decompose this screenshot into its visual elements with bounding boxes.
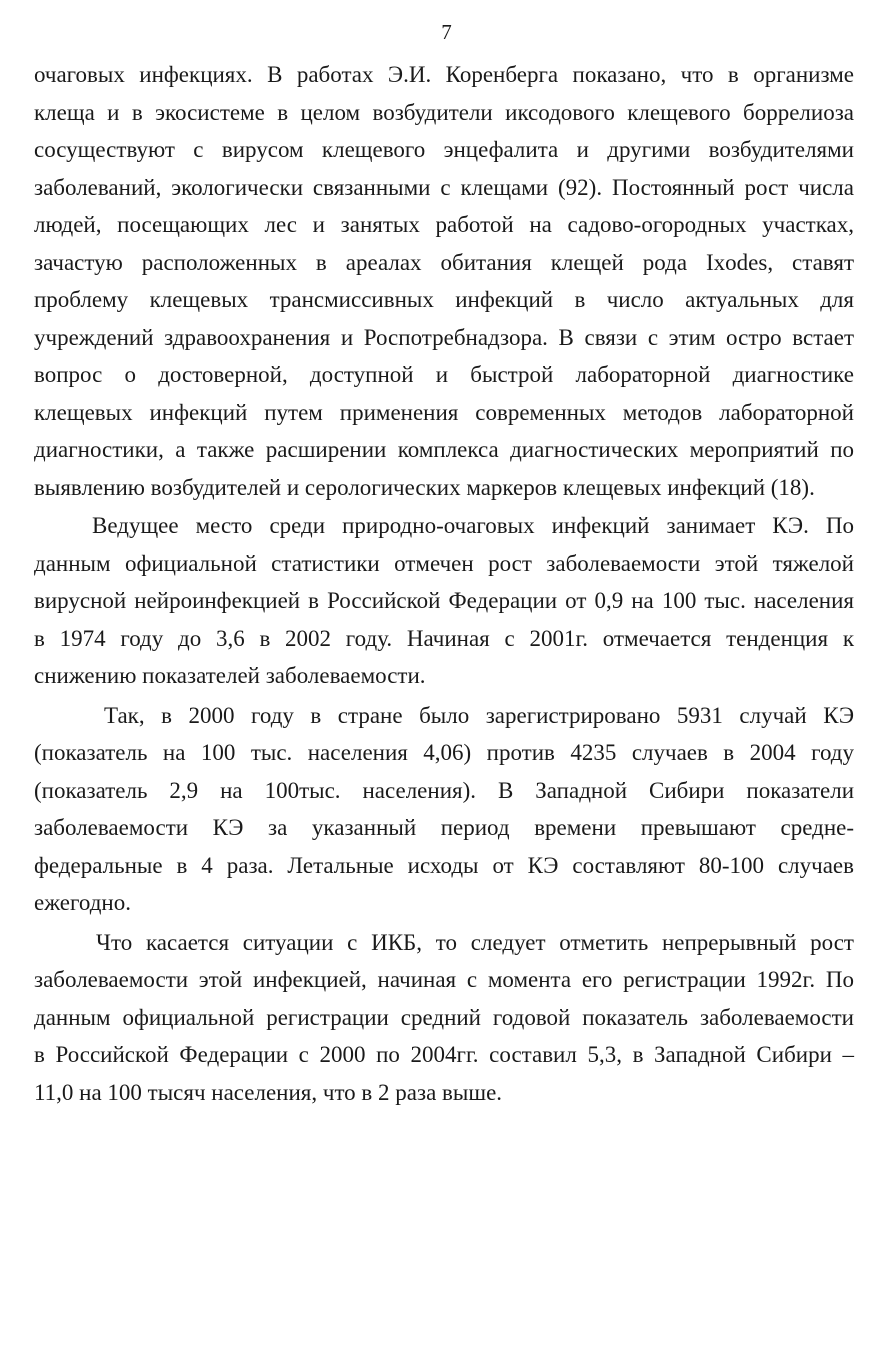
text-line: в Российской Федерации с 2000 по 2004гг. составил 5,3, в Западной Сибири – [34, 1042, 854, 1067]
text-line: проблему клещевых трансмиссивных инфекций в число актуальных для [34, 287, 854, 312]
text-line: заболеваний, экологически связанными с клещами (92). Постоянный рост числа [34, 174, 854, 200]
text-line: Ведущее место среди природно-очаговых инфекций занимает КЭ. По [92, 513, 854, 538]
text-line: очаговых инфекциях. В работах Э.И. Коренберга показано, что в организме [34, 62, 854, 87]
text-line: заболеваемости КЭ за указанный период времени превышают средне- [34, 815, 854, 840]
paragraph-4 [34, 924, 854, 1112]
text-line: Так, в 2000 году в стране было зарегистрировано 5931 случай КЭ [104, 702, 854, 728]
text-line: федеральные в 4 раза. Летальные исходы от КЭ составляют 80-100 случаев [34, 852, 854, 878]
text-line: (показатель 2,9 на 100тыс. населения). В Западной Сибири показатели [34, 777, 854, 803]
paragraph-2 [34, 507, 854, 695]
paragraph-1 [34, 56, 854, 506]
body-text [34, 56, 854, 1111]
text-line: зачастую расположенных в ареалах обитания клещей рода Ixodes, ставят [34, 249, 854, 275]
text-line: вирусной нейроинфекцией в Российской Федерации от 0,9 на 100 тыс. населения [34, 588, 854, 613]
text-line: данным официальной статистики отмечен рост заболеваемости этой тяжелой [34, 550, 854, 576]
paragraph-3 [34, 697, 854, 922]
text-line: клещевых инфекций путем применения современных методов лабораторной [34, 399, 854, 425]
page-number: 7 [441, 20, 452, 44]
text-line: данным официальной регистрации средний годовой показатель заболеваемости [34, 1004, 854, 1030]
text-line: 11,0 на 100 тысяч населения, что в 2 раза выше. [34, 1079, 503, 1105]
text-line: ежегодно. [34, 890, 131, 915]
text-line: заболеваемости этой инфекцией, начиная с момента его регистрации 1992г. По [34, 967, 854, 992]
text-line: людей, посещающих лес и занятых работой на садово-огородных участках, [34, 212, 854, 237]
text-line: в 1974 году до 3,6 в 2002 году. Начиная с 2001г. отмечается тенденция к [34, 625, 854, 651]
text-line: снижению показателей заболеваемости. [34, 663, 426, 688]
text-line: клеща и в экосистеме в целом возбудители иксодового клещевого боррелиоза [34, 99, 854, 125]
text-line: учреждений здравоохранения и Роспотребнадзора. В связи с этим остро встает [34, 324, 854, 350]
text-line: сосуществуют с вирусом клещевого энцефалита и другими возбудителями [34, 137, 854, 162]
text-line: диагностики, а также расширении комплекса диагностических мероприятий по [34, 437, 854, 462]
text-line: выявлению возбудителей и серологических маркеров клещевых инфекций (18). [34, 474, 815, 500]
text-line: вопрос о достоверной, доступной и быстрой лабораторной диагностике [34, 362, 854, 387]
text-line: (показатель на 100 тыс. населения 4,06) против 4235 случаев в 2004 году [34, 740, 854, 765]
text-line: Что касается ситуации с ИКБ, то следует отметить непрерывный рост [96, 929, 854, 955]
